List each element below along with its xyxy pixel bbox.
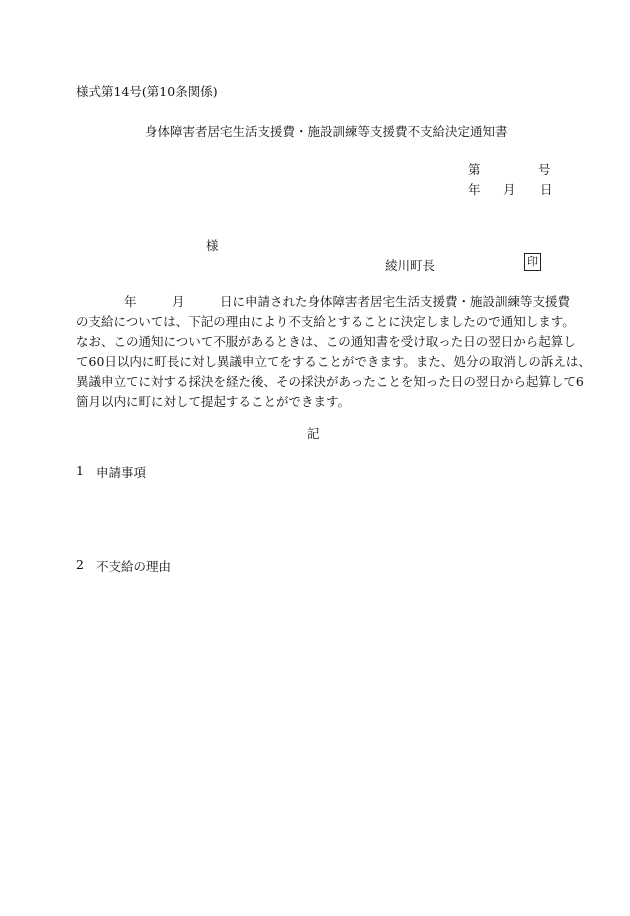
reference-number-suffix: 号 [538,162,551,177]
notes-heading: 記 [307,426,320,441]
section-label-application-items: 申請事項 [96,465,147,480]
section-label-non-payment-reason: 不支給の理由 [96,559,172,574]
section-number: 2 [76,557,84,572]
body-year-label: 年 [124,294,137,309]
body-paragraph [76,292,591,412]
body-line-2: の支給については、下記の理由により不支給とすることに決定しましたので通知します。 [76,314,575,329]
reference-number-prefix: 第 [468,162,481,177]
date-month-label: 月 [503,182,516,197]
body-line-3: なお、この通知について不服があるときは、この通知書を受け取った日の翌日から起算し [76,334,576,349]
seal-mark: 印 [524,253,541,271]
addressee-honorific: 様 [206,238,219,253]
form-number: 様式第14号(第10条関係) [76,84,218,99]
body-line-4: て60日以内に町長に対し異議申立てをすることができます。また、処分の取消しの訴えは、 [76,354,591,369]
body-line-6: 箇月以内に町に対して提起することができます。 [76,394,351,409]
body-line-5: 異議申立てに対する採決を経た後、その採決があったことを知った日の翌日から起算して6 [76,374,584,389]
section-number: 1 [76,463,84,478]
date-year-label: 年 [468,182,481,197]
document-title: 身体障害者居宅生活支援費・施設訓練等支援費不支給決定通知書 [145,124,508,139]
body-line-1-text: 日に申請された身体障害者居宅生活支援費・施設訓練等支援費 [220,294,571,309]
body-month-label: 月 [172,294,185,309]
sender-name: 綾川町長 [385,258,436,273]
body-line-1 [76,292,571,312]
date-day-label: 日 [540,182,553,197]
